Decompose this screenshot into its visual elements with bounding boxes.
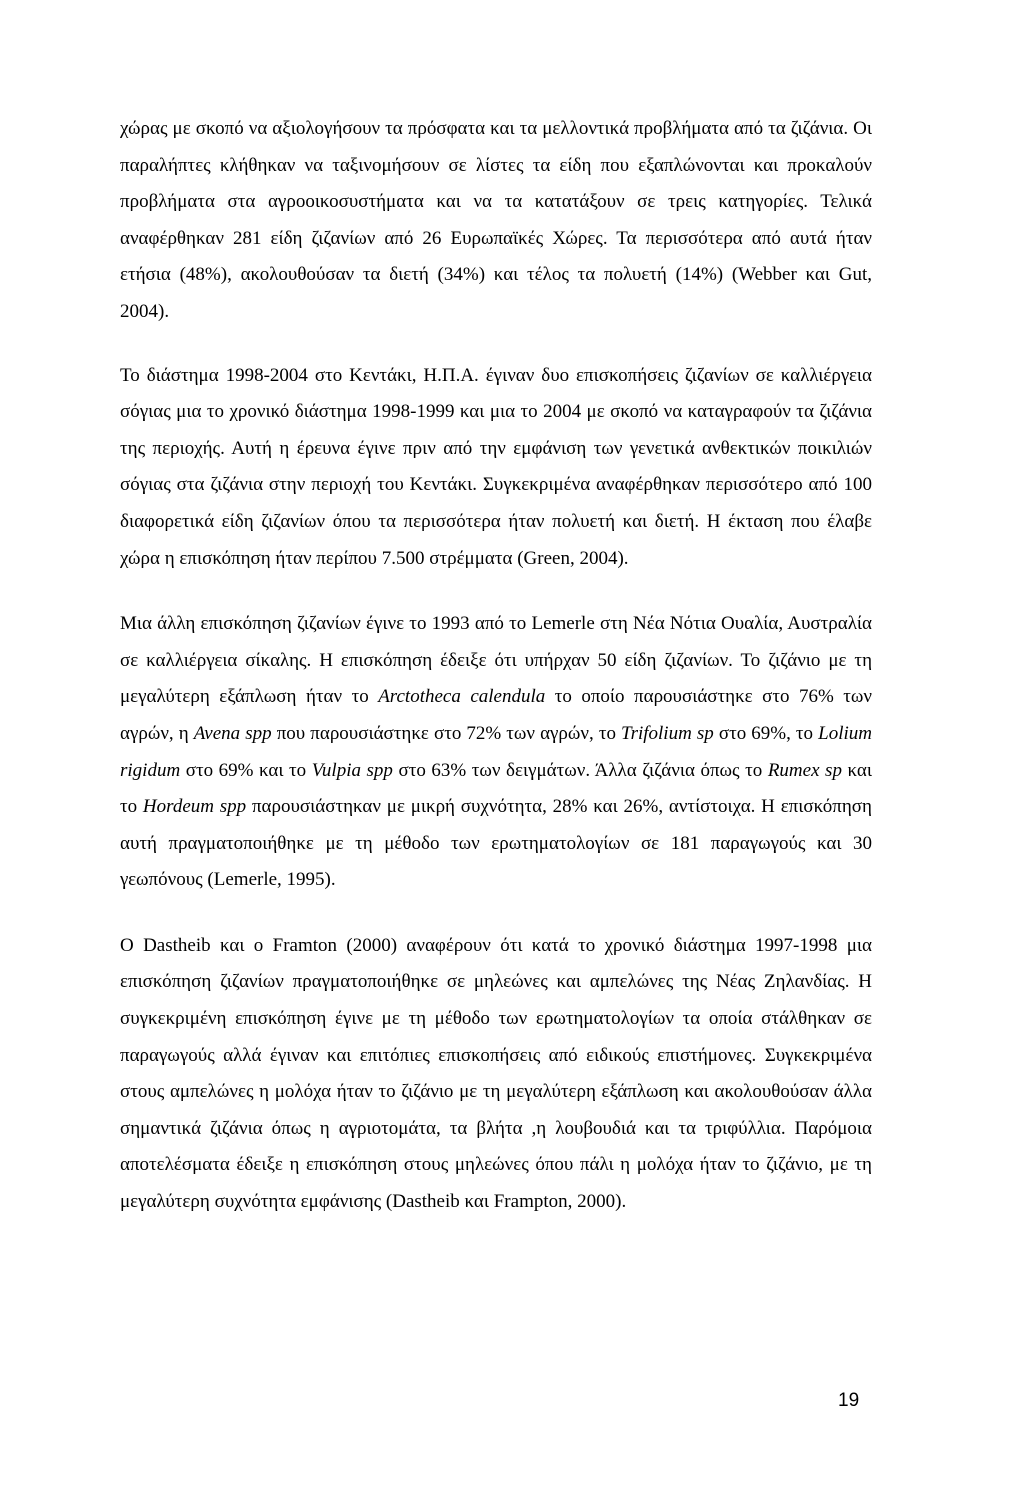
- species-name: Arctotheca calendula: [378, 686, 546, 708]
- text-run: Ο Dastheib και ο Framton (2000) αναφέρουν ότι κατά το χρονικό διάστημα 1997-1998 μια επισκόπηση ζιζανίων πραγματοποιήθηκε σε μηλεώνες και αμπελώνες της Νέας Ζηλανδίας. Η συγκεκριμένη επισκόπηση έγινε με τη μέθοδο των ερωτηματολογίων τα οποία στάλθηκαν σε παραγωγούς αλλά έγιναν και επιτόπιες επισκοπήσεις από ειδικούς επιστήμονες. Συγκεκριμένα στους αμπελώνες η μολόχα ήταν το ζιζάνιο με τη μεγαλύτερη εξάπλωση και ακολουθούσαν άλλα σημαντικά ζιζάνια όπως η αγριοτομάτα, τα βλήτα ,η λουβουδιά και τα τριφύλλια. Παρόμοια αποτελέσματα έδειξε η επισκόπηση στους μηλεώνες όπου πάλι η μολόχα ήταν το ζιζάνιο, με τη μεγαλύτερη συχνότητα εμφάνισης (Dastheib και Frampton, 2000).: [120, 934, 872, 1213]
- text-run: που παρουσιάστηκε στο 72% των αγρών, το: [271, 722, 622, 744]
- text-run: Μια άλλη επισκόπηση ζιζανίων έγινε το 1993 από το Lemerle στη Νέα Νότια Ουαλία, Αυστραλία σε καλλιέργεια σίκαλης. Η επισκόπηση έδειξε ότι υπήρχαν 50 είδη ζιζανίων. Το ζιζάνιο με τη μεγαλύτερη εξάπλωση ήταν το: [120, 613, 872, 708]
- species-name: Hordeum spp: [142, 796, 247, 818]
- text-run: χώρας με σκοπό να αξιολογήσουν τα πρόσφατα και τα μελλοντικά προβλήματα από τα ζιζάνια. Οι παραλήπτες κλήθηκαν να ταξινομήσουν σε λίστες τα είδη που εξαπλώνονται και προκαλούν προβλήματα στα αγροοικοσυστήματα και να τα κατατάξουν σε τρεις κατηγορίες. Τελικά αναφέρθηκαν 281 είδη ζιζανίων από 26 Ευρωπαϊκές Χώρες. Τα περισσότερα από αυτά ήταν ετήσια (48%), ακολουθούσαν τα διετή (34%) και τέλος τα πολυετή (14%) (Webber και Gut, 2004).: [120, 118, 872, 322]
- text-run: στο 63% των δειγμάτων. Άλλα ζιζάνια όπως το: [392, 759, 768, 781]
- paragraph-3: [120, 606, 872, 899]
- paragraph-4: [120, 928, 872, 1221]
- text-run: στο 69% και το: [180, 759, 312, 781]
- paragraph-1: [120, 111, 872, 331]
- species-name: Trifolium sp: [621, 722, 714, 744]
- text-run: το οποίο παρουσιάστηκε στο 76% των αγρών, η: [120, 686, 873, 744]
- text-run: και το: [120, 759, 872, 818]
- page-number: 19: [838, 1390, 860, 1411]
- text-run: Το διάστημα 1998-2004 στο Κεντάκι, Η.Π.Α. έγιναν δυο επισκοπήσεις ζιζανίων σε καλλιέργεια σόγιας μια το χρονικό διάστημα 1998-1999 και μια το 2004 με σκοπό να καταγραφούν τα ζιζάνια της περιοχής. Αυτή η έρευνα έγινε πριν από την εμφάνιση των γενετικά ανθεκτικών ποικιλιών σόγιας στα ζιζάνια στην περιοχή του Κεντάκι. Συγκεκριμένα αναφέρθηκαν περισσότερο από 100 διαφορετικά είδη ζιζανίων όπου τα περισσότερα ήταν πολυετή και διετή. Η έκταση που έλαβε χώρα η επισκόπηση ήταν περίπου 7.500 στρέμματα (Green, 2004).: [120, 364, 872, 569]
- document-body: [120, 111, 872, 1221]
- species-name: Vulpia spp: [311, 759, 393, 781]
- species-name: Rumex sp: [767, 759, 842, 781]
- text-run: παρουσιάστηκαν με μικρή συχνότητα, 28% και 26%, αντίστοιχα. Η επισκόπηση αυτή πραγματοποιήθηκε με τη μέθοδο των ερωτηματολογίων σε 181 παραγωγούς και 30 γεωπόνους (Lemerle, 1995).: [120, 796, 872, 891]
- species-name: Avena spp: [193, 722, 272, 744]
- text-run: στο 69%, το: [713, 722, 819, 744]
- species-name: Lolium rigidum: [120, 722, 872, 781]
- paragraph-2: [120, 358, 872, 578]
